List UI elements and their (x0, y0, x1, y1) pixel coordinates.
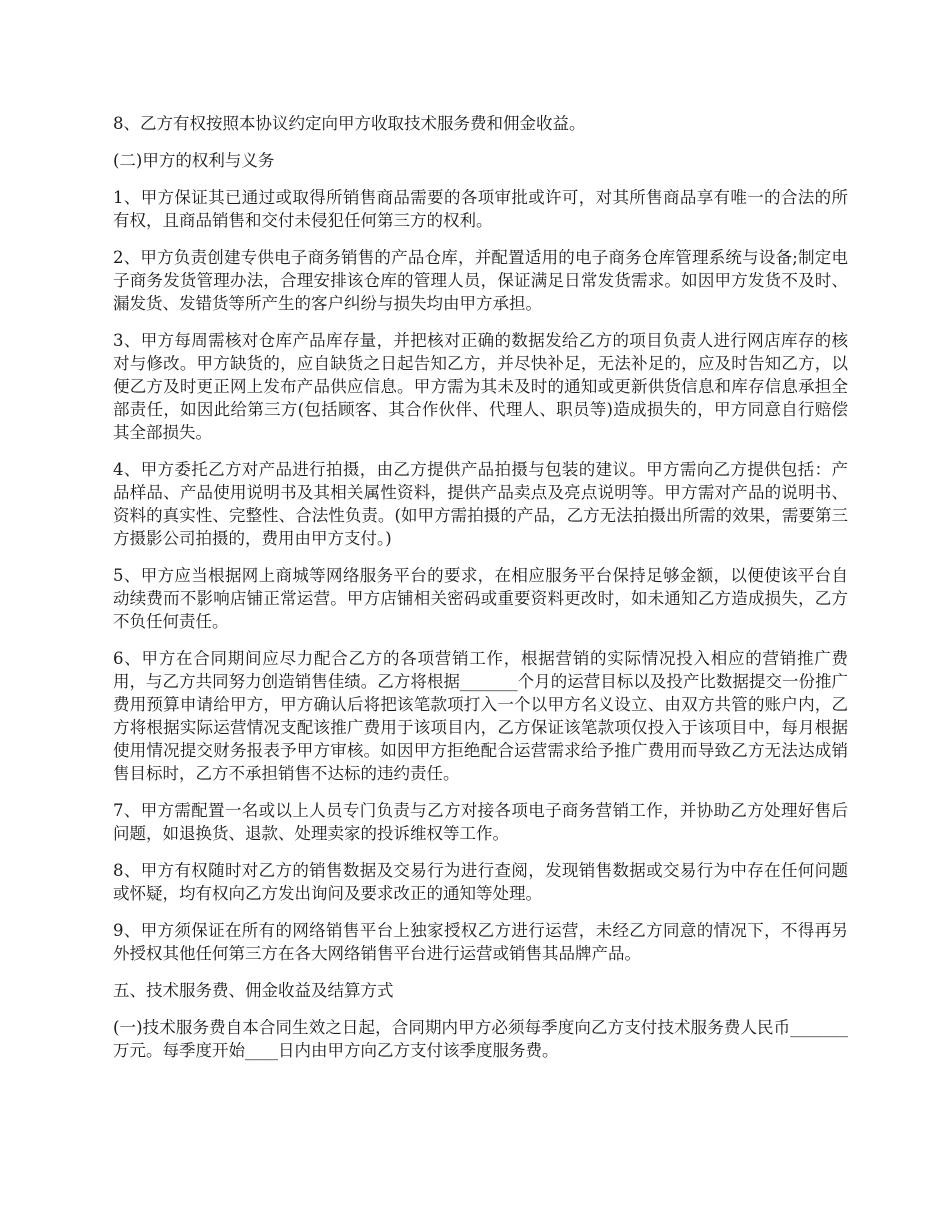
clause-a9-exclusive-authorization: 9、甲方须保证在所有的网络销售平台上独家授权乙方进行运营，未经乙方同意的情况下，不得再另外授权其他任何第三方在各大网络销售平台进行运营或销售其品牌产品。 (113, 921, 848, 963)
clause-a8-audit-right: 8、甲方有权随时对乙方的销售数据及交易行为进行查阅，发现销售数据或交易行为中存在任何问题或怀疑，均有权向乙方发出询问及要求改正的通知等处理。 (113, 861, 848, 903)
clause-a6-marketing-budget: 6、甲方在合同期间应尽力配合乙方的各项营销工作，根据营销的实际情况投入相应的营销推广费用，与乙方共同努力创造销售佳绩。乙方将根据_______个月的运营目标以及投产比数据提交一份推广费用预算申请给甲方，甲方确认后将把该笔款项打入一个以甲方名义设立、由双方共管的账户内，乙方将根据实际运营情况支配该推广费用于该项目内，乙方保证该笔款项仅投入于该项目中，每月根据使用情况提交财务报表予甲方审核。如因甲方拒绝配合运营需求给予推广费用而导致乙方无法达成销售目标时，乙方不承担销售不达标的违约责任。 (113, 649, 848, 783)
document-page (113, 112, 848, 1076)
clause-a4-product-photography: 4、甲方委托乙方对产品进行拍摄，由乙方提供产品拍摄与包装的建议。甲方需向乙方提供包括：产品样品、产品使用说明书及其相关属性资料，提供产品卖点及亮点说明等。甲方需对产品的说明书、资料的真实性、完整性、合法性负责。(如甲方需拍摄的产品，乙方无法拍摄出所需的效果，需要第三方摄影公司拍摄的，费用由甲方支付。) (113, 460, 848, 548)
clause-a7-staff-liaison: 7、甲方需配置一名或以上人员专门负责与乙方对接各项电子商务营销工作，并协助乙方处理好售后问题，如退换货、退款、处理卖家的投诉维权等工作。 (113, 801, 848, 843)
clause-a3-inventory-check: 3、甲方每周需核对仓库产品库存量，并把核对正确的数据发给乙方的项目负责人进行网店库存的核对与修改。甲方缺货的，应自缺货之日起告知乙方，并尽快补足，无法补足的，应及时告知乙方，以便乙方及时更正网上发布产品供应信息。甲方需为其未及时的通知或更新供货信息和库存信息承担全部责任，如因此给第三方(包括顾客、其合作伙伴、代理人、职员等)造成损失的，甲方同意自行赔偿其全部损失。 (113, 331, 848, 442)
clause-a2-warehouse: 2、甲方负责创建专供电子商务销售的产品仓库，并配置适用的电子商务仓库管理系统与设备;制定电子商务发货管理办法，合理安排该仓库的管理人员，保证满足日常发货需求。如因甲方发货不及时、漏发货、发错货等所产生的客户纠纷与损失均由甲方承担。 (113, 248, 848, 313)
clause-b8-party-b-fee-right: 8、乙方有权按照本协议约定向甲方收取技术服务费和佣金收益。 (113, 114, 586, 133)
section-heading-party-a-rights: (二)甲方的权利与义务 (113, 151, 275, 170)
clause-fee-1-service-fee: (一)技术服务费自本合同生效之日起，合同期内甲方必须每季度向乙方支付技术服务费人民币_______万元。每季度开始____日内由甲方向乙方支付该季度服务费。 (113, 1018, 848, 1060)
clause-a1-approval-ownership: 1、甲方保证其已通过或取得所销售商品需要的各项审批或许可，对其所售商品享有唯一的合法的所有权，且商品销售和交付未侵犯任何第三方的权利。 (113, 188, 848, 230)
section-heading-fees-settlement: 五、技术服务费、佣金收益及结算方式 (113, 981, 394, 1000)
clause-a5-platform-balance: 5、甲方应当根据网上商城等网络服务平台的要求，在相应服务平台保持足够金额，以便使该平台自动续费而不影响店铺正常运营。甲方店铺相关密码或重要资料更改时，如未通知乙方造成损失，乙方不负任何责任。 (113, 566, 848, 631)
